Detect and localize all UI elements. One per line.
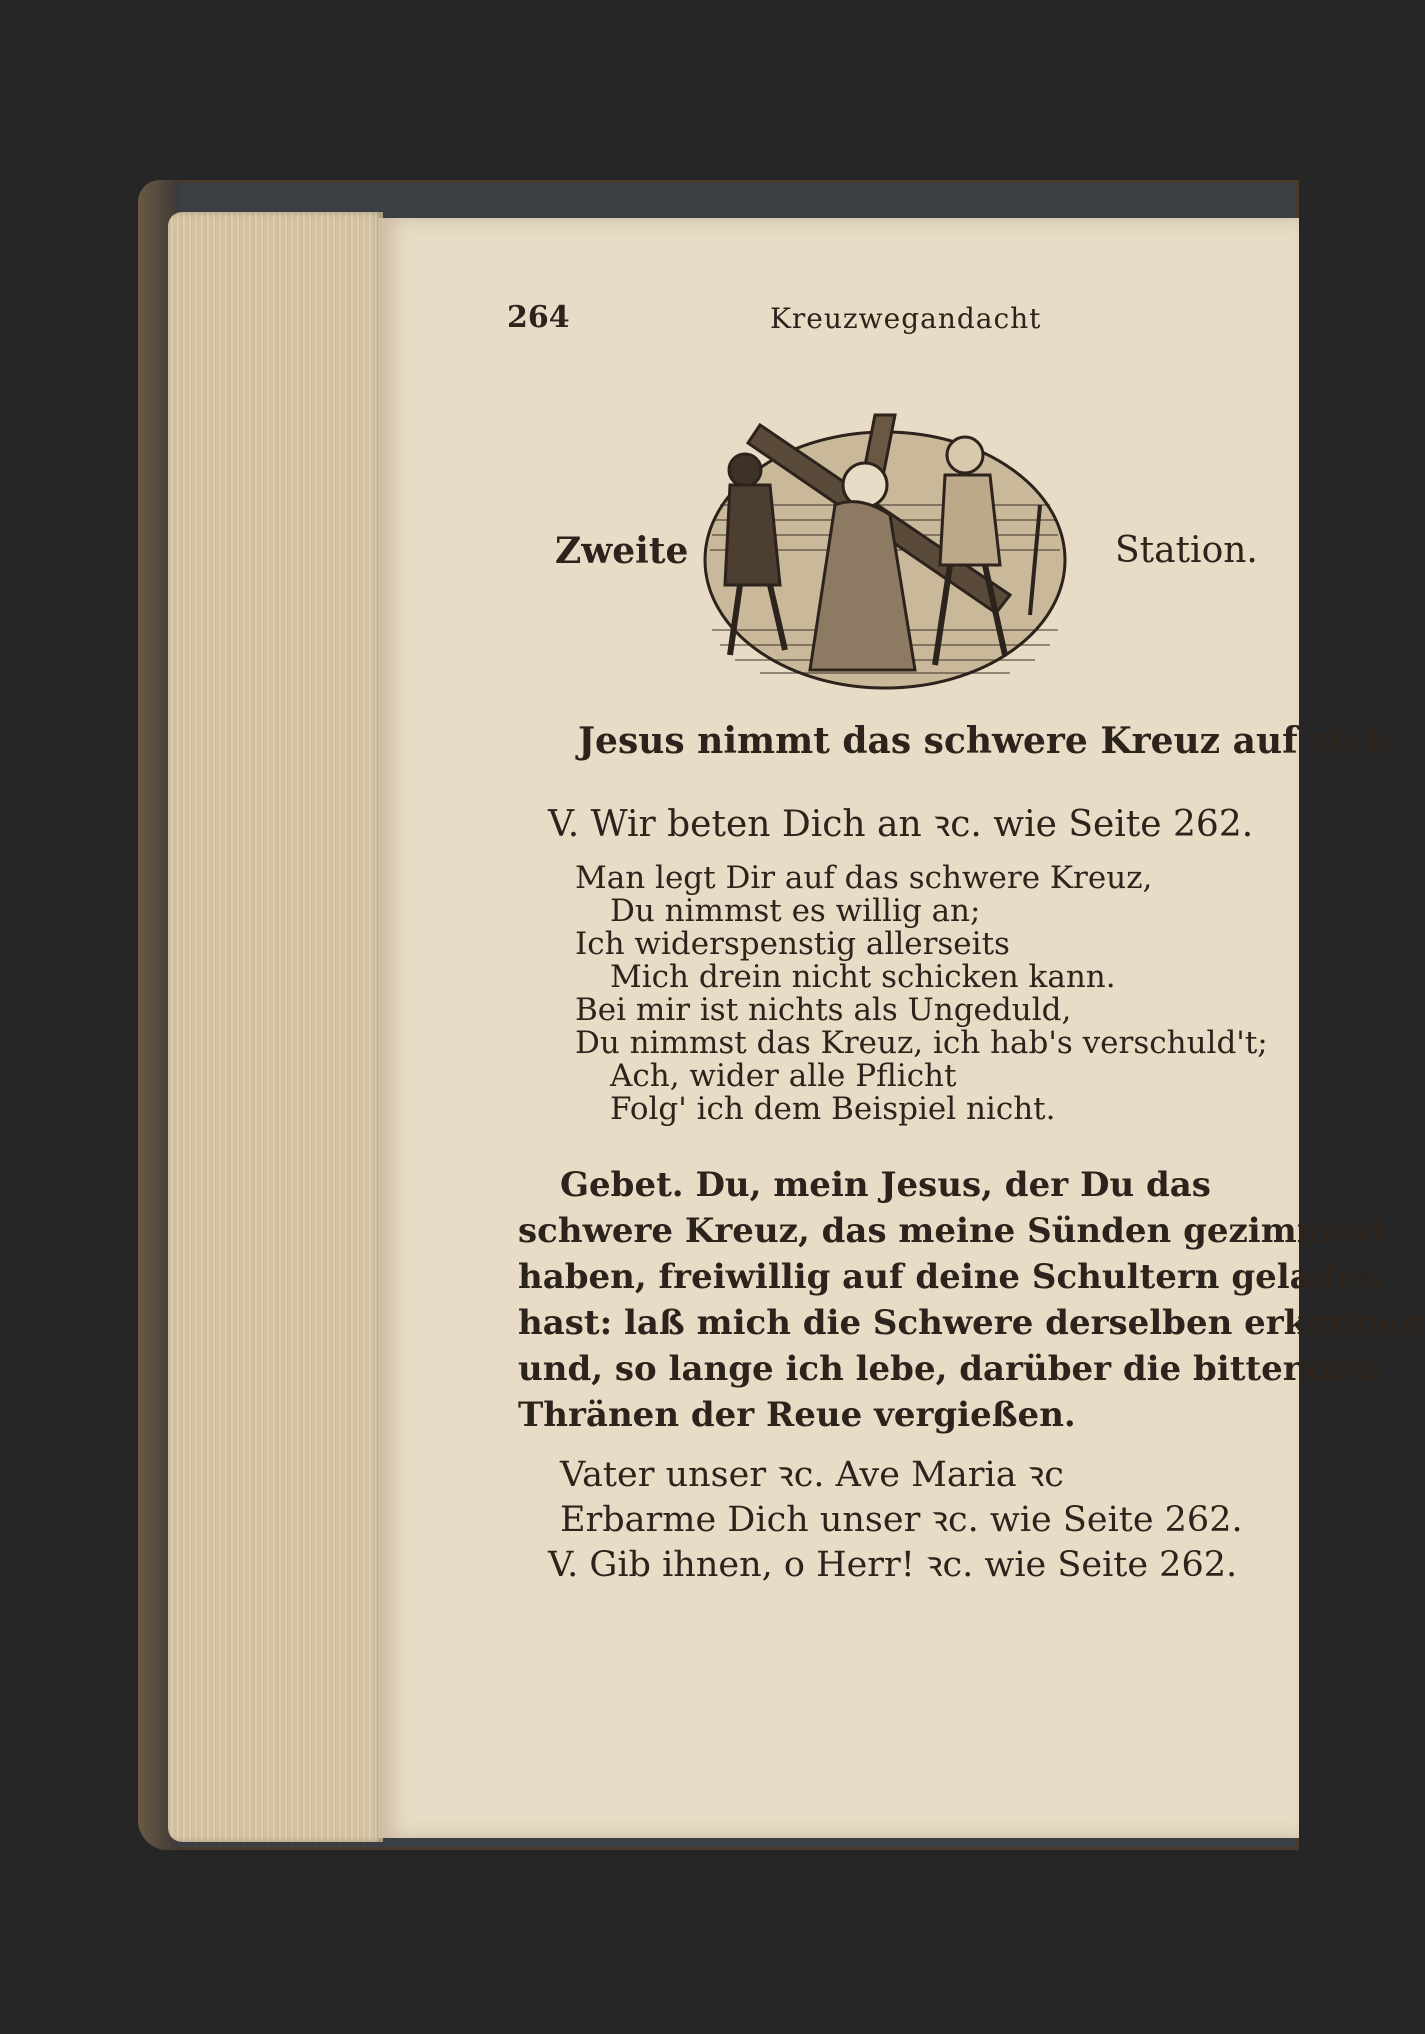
prayer-line: und, so lange ich lebe, darüber die bittersten [518,1349,1382,1389]
station-heading: Jesus nimmt das schwere Kreuz auf sich. [578,720,1405,762]
verse-line: Ich widerspenstig allerseits [575,926,1010,962]
station-label-right: Station. [1115,530,1258,571]
prayer-line: Gebet. Du, mein Jesus, der Du das [560,1165,1211,1205]
verse-line: Du nimmst es willig an; [610,893,981,929]
verse-line: Du nimmst das Kreuz, ich hab's verschuld't; [575,1025,1268,1061]
verse-line: Man legt Dir auf das schwere Kreuz, [575,860,1153,896]
closing-line: Vater unser ꝛc. Ave Maria ꝛc [560,1455,1064,1495]
prayer-line: hast: laß mich die Schwere derselben erkennen [518,1303,1425,1343]
page-number: 264 [507,300,570,335]
station-label-left: Zweite [555,530,689,572]
woodcut-illustration [700,385,1070,690]
page-edges [168,212,383,1842]
verse-line: Ach, wider alle Pflicht [610,1058,957,1094]
verse-line: Folg' ich dem Beispiel nicht. [610,1091,1056,1127]
versicle-line: V. Wir beten Dich an ꝛc. wie Seite 262. [548,804,1254,845]
verse-line: Mich drein nicht schicken kann. [610,959,1116,995]
prayer-line: haben, freiwillig auf deine Schultern geladen [518,1257,1382,1297]
running-head: Kreuzwegandacht [770,302,1042,335]
prayer-line: schwere Kreuz, das meine Sünden gezimmert [518,1211,1388,1251]
closing-line: V. Gib ihnen, o Herr! ꝛc. wie Seite 262. [548,1545,1238,1585]
verse-line: Bei mir ist nichts als Ungeduld, [575,992,1072,1028]
closing-line: Erbarme Dich unser ꝛc. wie Seite 262. [560,1500,1243,1540]
prayer-line: Thränen der Reue vergießen. [518,1395,1076,1435]
